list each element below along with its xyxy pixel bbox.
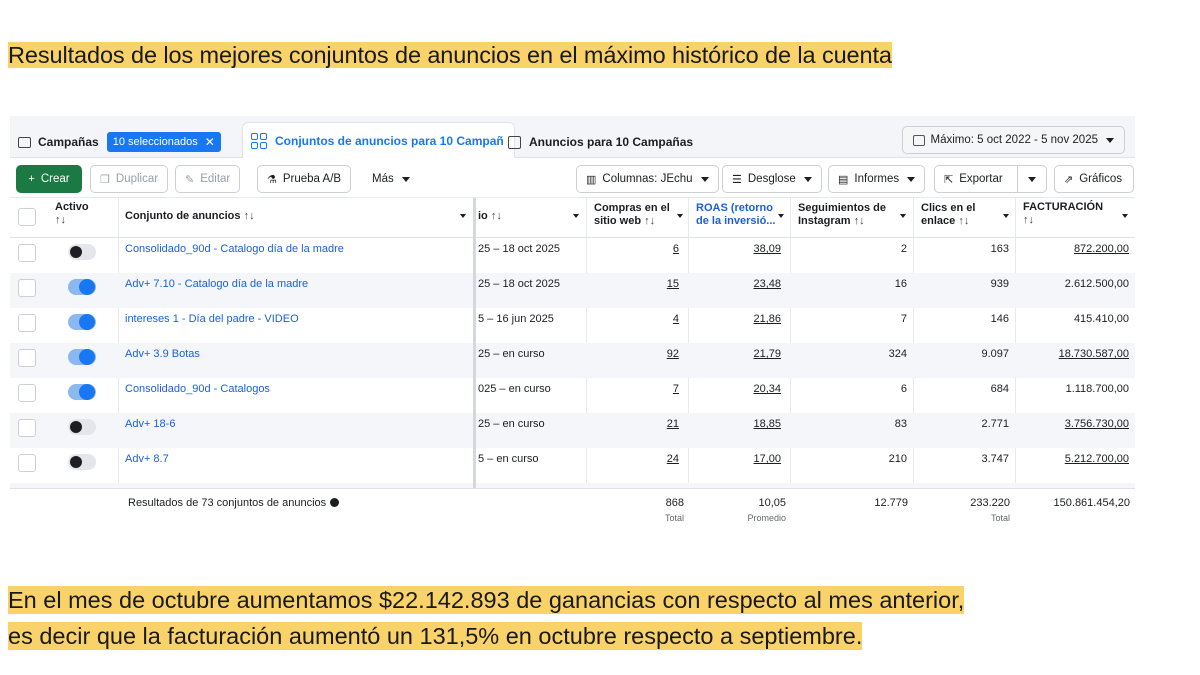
- roas-cell[interactable]: 23,48: [753, 278, 781, 290]
- info-icon[interactable]: [330, 498, 339, 507]
- chevron-down-icon[interactable]: [1122, 214, 1128, 218]
- ig-follows-cell: 7: [900, 313, 907, 325]
- chevron-down-icon: [1028, 177, 1036, 182]
- toolbar: [10, 158, 1135, 198]
- chevron-down-icon[interactable]: [460, 214, 466, 218]
- link-clicks-cell: 146: [990, 313, 1009, 325]
- pencil-icon: ✎: [185, 173, 195, 186]
- schedule-cell: 025 – en curso: [478, 383, 551, 395]
- chart-icon: ⇗: [1064, 173, 1074, 186]
- revenue-cell: 2.612.500,00: [1064, 278, 1129, 290]
- adset-name-link[interactable]: Adv+ 3.9 Botas: [125, 348, 200, 360]
- breakdown-icon: ☰: [732, 173, 742, 186]
- roas-cell[interactable]: 18,85: [753, 418, 781, 430]
- col-revenue[interactable]: [1023, 201, 1103, 227]
- footer-clicks-sub: Total: [990, 513, 1010, 523]
- edit-label: Editar: [200, 173, 231, 185]
- date-range-label: Máximo: 5 oct 2022 - 5 nov 2025: [930, 134, 1098, 146]
- footer-revenue: [1020, 497, 1130, 509]
- folder-icon: [18, 137, 31, 148]
- sort-icon: ↑↓: [1023, 214, 1034, 226]
- heading-text: Resultados de los mejores conjuntos de anuncios en el máximo histórico de la cuenta: [8, 42, 892, 68]
- tab-campaigns-label: Campañas: [38, 135, 99, 149]
- sort-icon: ↑↓: [55, 214, 66, 226]
- col-ig-follows[interactable]: [798, 202, 886, 228]
- row-checkbox[interactable]: [18, 244, 36, 262]
- purchases-cell[interactable]: 4: [672, 313, 679, 325]
- ads-manager-panel: [10, 116, 1135, 536]
- purchases-cell[interactable]: 15: [666, 278, 679, 290]
- ig-follows-cell: 210: [888, 453, 907, 465]
- active-toggle[interactable]: [68, 454, 96, 470]
- ig-follows-cell: 6: [900, 383, 907, 395]
- active-toggle[interactable]: [68, 384, 96, 400]
- flask-icon: ⚗: [267, 173, 277, 186]
- chevron-down-icon: [907, 177, 915, 182]
- export-icon: ⇱: [944, 173, 954, 186]
- col-purchases-label-2: sitio web: [594, 215, 642, 227]
- sort-icon: ↑↓: [958, 215, 970, 227]
- chevron-down-icon[interactable]: [900, 214, 906, 218]
- ad-icon: [508, 136, 521, 149]
- roas-cell[interactable]: 21,79: [753, 348, 781, 360]
- col-adset-label: Conjunto de anuncios: [125, 210, 241, 222]
- chevron-down-icon: [402, 177, 410, 182]
- table-row[interactable]: [10, 413, 1135, 448]
- select-all-checkbox[interactable]: [18, 208, 36, 226]
- sort-icon: ↑↓: [644, 215, 656, 227]
- close-icon[interactable]: ✕: [204, 135, 215, 149]
- table-row[interactable]: [10, 308, 1135, 343]
- purchases-cell[interactable]: 7: [672, 383, 679, 395]
- ig-follows-cell: 83: [894, 418, 907, 430]
- revenue-cell[interactable]: 18.730.587,00: [1058, 348, 1129, 360]
- more-button[interactable]: [362, 165, 420, 193]
- col-link-clicks[interactable]: [921, 202, 975, 228]
- selected-badge[interactable]: [107, 132, 221, 152]
- table-row[interactable]: [10, 378, 1135, 413]
- col-schedule-label: io: [478, 210, 488, 222]
- tab-ads-label: Anuncios para 10 Campañas: [529, 135, 694, 149]
- breakdown-label: Desglose: [747, 173, 796, 185]
- schedule-cell: 25 – 18 oct 2025: [478, 278, 560, 290]
- columns-button[interactable]: [576, 165, 719, 193]
- footer-purchases-value: 868: [665, 497, 684, 509]
- active-toggle[interactable]: [68, 314, 96, 330]
- purchases-cell[interactable]: 24: [666, 453, 679, 465]
- table-row[interactable]: [10, 238, 1135, 273]
- footer-clicks-value: 233.220: [970, 497, 1010, 509]
- footer-results: [128, 497, 339, 509]
- roas-cell[interactable]: 17,00: [753, 453, 781, 465]
- columns-label: Columnas: JEchu: [602, 173, 693, 185]
- purchases-cell[interactable]: 6: [672, 243, 679, 255]
- chevron-down-icon: [1106, 138, 1114, 143]
- footer-purchases: [600, 497, 684, 523]
- charts-label: Gráficos: [1079, 173, 1123, 185]
- summary-line-1: En el mes de octubre aumentamos $22.142.893 de ganancias con respecto al mes anterior,: [8, 587, 965, 613]
- chevron-down-icon[interactable]: [778, 214, 784, 218]
- footer-ig: [800, 497, 908, 509]
- chevron-down-icon[interactable]: [677, 214, 683, 218]
- export-label: Exportar: [959, 173, 1003, 185]
- link-clicks-cell: 163: [990, 243, 1009, 255]
- chevron-down-icon[interactable]: [573, 214, 579, 218]
- active-toggle[interactable]: [68, 244, 96, 260]
- columns-icon: ▥: [586, 173, 597, 186]
- schedule-cell: 5 – en curso: [478, 453, 539, 465]
- roas-cell[interactable]: 20,34: [753, 383, 781, 395]
- grid-icon: [251, 133, 267, 149]
- adsets-table: [10, 198, 1135, 536]
- col-roas-label-2: de la inversió...: [696, 215, 776, 227]
- revenue-cell: 415.410,00: [1073, 313, 1129, 325]
- export-button[interactable]: [934, 165, 1018, 193]
- col-roas-label: ROAS (retorno: [696, 202, 773, 214]
- date-range-picker[interactable]: [902, 126, 1126, 154]
- adset-name-link[interactable]: intereses 1 - Día del padre - VIDEO: [125, 313, 299, 325]
- revenue-cell[interactable]: 872.200,00: [1073, 243, 1129, 255]
- active-toggle[interactable]: [68, 419, 96, 435]
- purchases-cell[interactable]: 21: [666, 418, 679, 430]
- frozen-column-divider: [473, 198, 476, 536]
- reports-icon: ▤: [838, 173, 849, 186]
- col-active[interactable]: [55, 201, 89, 227]
- col-ig-label: Seguimientos de: [798, 202, 887, 214]
- sort-icon: ↑↓: [490, 210, 502, 222]
- purchases-cell[interactable]: 92: [666, 348, 679, 360]
- row-checkbox[interactable]: [18, 454, 36, 472]
- footer-revenue-value: 150.861.454,20: [1053, 497, 1130, 509]
- adset-name-link[interactable]: Adv+ 7.10 - Catalogo día de la madre: [125, 278, 309, 290]
- schedule-cell: 5 – 16 jun 2025: [478, 313, 554, 325]
- footer-roas-value: 10,05: [758, 497, 786, 509]
- tab-adsets-label: Conjuntos de anuncios para 10 Campañ: [275, 133, 504, 148]
- col-purchases-label: Compras en el: [594, 202, 670, 214]
- row-checkbox[interactable]: [18, 349, 36, 367]
- export-dropdown-button[interactable]: [1017, 165, 1047, 193]
- link-clicks-cell: 3.747: [981, 453, 1009, 465]
- footer-purchases-sub: Total: [664, 513, 684, 523]
- chevron-down-icon[interactable]: [1003, 214, 1009, 218]
- row-checkbox[interactable]: [18, 419, 36, 437]
- active-toggle[interactable]: [68, 279, 96, 295]
- col-active-label: Activo: [55, 201, 89, 213]
- row-checkbox[interactable]: [18, 314, 36, 332]
- revenue-cell[interactable]: 3.756.730,00: [1064, 418, 1129, 430]
- footer-ig-value: 12.779: [874, 497, 908, 509]
- col-revenue-label: FACTURACIÓN: [1023, 201, 1104, 213]
- link-clicks-cell: 9.097: [981, 348, 1009, 360]
- summary-line-2: es decir que la facturación aumentó un 131,5% en octubre respecto a septiembre.: [8, 623, 863, 649]
- adset-name-link[interactable]: Consolidado_90d - Catalogo día de la madre: [125, 243, 344, 255]
- adset-name-link[interactable]: Consolidado_90d - Catalogos: [125, 383, 270, 395]
- page-heading: [8, 40, 892, 70]
- ab-test-label: Prueba A/B: [282, 173, 342, 185]
- create-label: Crear: [40, 173, 70, 185]
- ab-test-button[interactable]: [257, 165, 351, 193]
- roas-cell[interactable]: 21,86: [753, 313, 781, 325]
- tab-campaigns[interactable]: [18, 126, 221, 158]
- duplicate-label: Duplicar: [115, 173, 159, 185]
- active-toggle[interactable]: [68, 349, 96, 365]
- duplicate-button[interactable]: [90, 165, 168, 193]
- row-checkbox[interactable]: [18, 279, 36, 297]
- plus-icon: +: [28, 173, 35, 185]
- table-body: [10, 238, 1135, 488]
- create-button[interactable]: [16, 165, 82, 193]
- table-row[interactable]: [10, 273, 1135, 308]
- ig-follows-cell: 2: [900, 243, 907, 255]
- col-adset[interactable]: [125, 210, 255, 223]
- footer-label: Resultados de 73 conjuntos de anuncios: [128, 497, 327, 509]
- tab-ads[interactable]: [508, 126, 693, 158]
- table-row[interactable]: [10, 448, 1135, 483]
- reports-button[interactable]: [828, 165, 925, 193]
- col-ig-label-2: Instagram: [798, 215, 851, 227]
- footer-clicks: [920, 497, 1010, 523]
- reports-label: Informes: [854, 173, 900, 185]
- adset-name-link[interactable]: Adv+ 8.7: [125, 453, 169, 465]
- tab-bar: [10, 116, 1135, 158]
- col-purchases[interactable]: [594, 202, 670, 228]
- sort-icon: ↑↓: [243, 210, 255, 222]
- link-clicks-cell: 2.771: [981, 418, 1009, 430]
- roas-cell[interactable]: 38,09: [753, 243, 781, 255]
- col-clicks-label: Clics en el: [921, 202, 976, 214]
- link-clicks-cell: 939: [990, 278, 1009, 290]
- footer-roas: [700, 497, 786, 523]
- table-footer: [10, 488, 1135, 536]
- link-clicks-cell: 684: [990, 383, 1009, 395]
- breakdown-button[interactable]: [722, 165, 822, 193]
- more-label: Más: [372, 173, 394, 185]
- charts-button[interactable]: [1054, 165, 1134, 193]
- table-row[interactable]: [10, 343, 1135, 378]
- ig-follows-cell: 16: [894, 278, 907, 290]
- tab-adsets[interactable]: [242, 122, 515, 158]
- adset-name-link[interactable]: Adv+ 18-6: [125, 418, 176, 430]
- ig-follows-cell: 324: [888, 348, 907, 360]
- table-header: [10, 198, 1135, 238]
- schedule-cell: 25 – en curso: [478, 418, 545, 430]
- col-clicks-label-2: enlace: [921, 215, 956, 227]
- revenue-cell[interactable]: 5.212.700,00: [1064, 453, 1129, 465]
- footer-roas-sub: Promedio: [747, 513, 786, 523]
- chevron-down-icon: [701, 177, 709, 182]
- duplicate-icon: ❐: [100, 173, 110, 186]
- col-schedule[interactable]: [478, 210, 502, 223]
- row-checkbox[interactable]: [18, 384, 36, 402]
- chevron-down-icon: [804, 177, 812, 182]
- col-roas[interactable]: [696, 202, 775, 228]
- summary-text: [8, 582, 964, 654]
- selected-badge-label: 10 seleccionados: [112, 136, 198, 148]
- edit-button[interactable]: [175, 165, 240, 193]
- revenue-cell: 1.118.700,00: [1065, 383, 1129, 395]
- schedule-cell: 25 – 18 oct 2025: [478, 243, 560, 255]
- schedule-cell: 25 – en curso: [478, 348, 545, 360]
- calendar-icon: [913, 135, 925, 146]
- sort-icon: ↑↓: [853, 215, 865, 227]
